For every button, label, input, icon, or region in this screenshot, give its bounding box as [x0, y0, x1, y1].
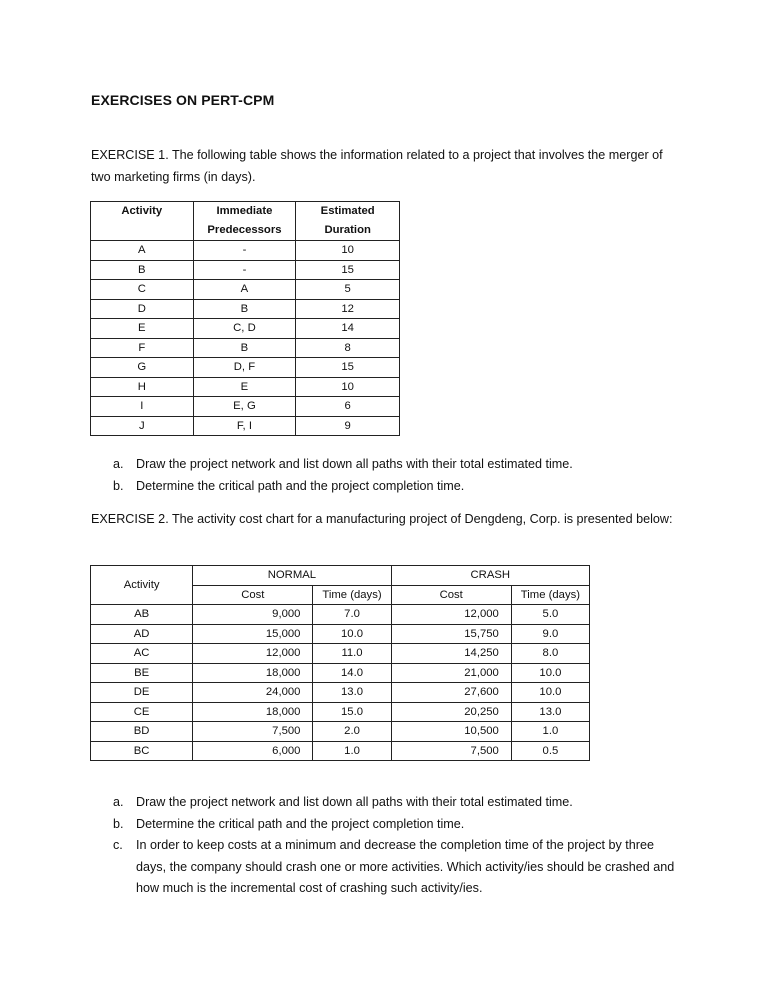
list-item	[113, 792, 683, 814]
table-row	[91, 605, 590, 625]
header-activity: Activity	[91, 202, 194, 241]
list-text: Draw the project network and list down all paths with their total estimated time.	[136, 795, 573, 809]
table-row	[91, 299, 400, 319]
table-row	[91, 416, 400, 436]
header-predecessors: Immediate Predecessors	[193, 202, 296, 241]
table-row	[91, 397, 400, 417]
exercise-1-intro: EXERCISE 1. The following table shows the information related to a project that involves the merger of two marketing firms (in days).	[91, 148, 663, 184]
cell-predecessors: -	[193, 260, 296, 280]
cell-predecessors: A	[193, 280, 296, 300]
cell-crash-cost: 10,500	[391, 722, 511, 742]
header-crash-time: Time (days)	[511, 585, 589, 605]
exercise-2-table	[90, 565, 590, 761]
cell-crash-cost: 14,250	[391, 644, 511, 664]
table-row	[91, 338, 400, 358]
cell-duration: 12	[296, 299, 400, 319]
cell-activity: DE	[91, 683, 193, 703]
cell-predecessors: -	[193, 241, 296, 261]
list-marker: b.	[113, 816, 124, 831]
cell-normal-time: 13.0	[313, 683, 391, 703]
cell-duration: 15	[296, 260, 400, 280]
cell-crash-time: 1.0	[511, 722, 589, 742]
list-text: Determine the critical path and the project completion time.	[136, 816, 465, 831]
cell-normal-time: 15.0	[313, 702, 391, 722]
cell-duration: 8	[296, 338, 400, 358]
cell-activity: A	[91, 241, 194, 261]
cell-activity: AD	[91, 624, 193, 644]
cell-crash-time: 9.0	[511, 624, 589, 644]
cell-predecessors: E	[193, 377, 296, 397]
cell-predecessors: B	[193, 338, 296, 358]
cell-predecessors: C, D	[193, 319, 296, 339]
cell-normal-cost: 24,000	[193, 683, 313, 703]
list-item	[113, 476, 683, 498]
cell-crash-time: 5.0	[511, 605, 589, 625]
cell-crash-time: 10.0	[511, 663, 589, 683]
table-row	[91, 644, 590, 664]
cell-crash-cost: 20,250	[391, 702, 511, 722]
cell-activity: G	[91, 358, 194, 378]
table-row	[91, 702, 590, 722]
exercise-2-questions	[113, 792, 683, 900]
cell-normal-cost: 6,000	[193, 741, 313, 761]
cell-normal-cost: 15,000	[193, 624, 313, 644]
cell-normal-cost: 9,000	[193, 605, 313, 625]
cell-activity: B	[91, 260, 194, 280]
cell-activity: I	[91, 397, 194, 417]
cell-normal-time: 2.0	[313, 722, 391, 742]
cell-normal-cost: 12,000	[193, 644, 313, 664]
header-crash: CRASH	[391, 566, 589, 586]
cell-normal-cost: 7,500	[193, 722, 313, 742]
cell-normal-time: 11.0	[313, 644, 391, 664]
table-row	[91, 663, 590, 683]
table-row	[91, 377, 400, 397]
table-row	[91, 241, 400, 261]
cell-crash-time: 0.5	[511, 741, 589, 761]
cell-predecessors: B	[193, 299, 296, 319]
cell-normal-time: 10.0	[313, 624, 391, 644]
cell-duration: 10	[296, 241, 400, 261]
cell-crash-cost: 12,000	[391, 605, 511, 625]
list-marker: c.	[113, 838, 123, 852]
table-row	[91, 358, 400, 378]
cell-normal-cost: 18,000	[193, 702, 313, 722]
list-marker: a.	[113, 457, 124, 471]
table-row	[91, 683, 590, 703]
cell-activity: CE	[91, 702, 193, 722]
cell-activity: E	[91, 319, 194, 339]
cell-activity: BC	[91, 741, 193, 761]
list-item	[113, 814, 683, 836]
cell-duration: 6	[296, 397, 400, 417]
header-crash-cost: Cost	[391, 585, 511, 605]
list-text: Determine the critical path and the project completion time.	[136, 478, 465, 493]
header-normal: NORMAL	[193, 566, 391, 586]
table-row	[91, 624, 590, 644]
cell-predecessors: D, F	[193, 358, 296, 378]
cell-activity: BE	[91, 663, 193, 683]
exercise-2-intro: EXERCISE 2. The activity cost chart for a manufacturing project of Dengdeng, Corp. is presented below:	[91, 512, 673, 526]
cell-activity: AB	[91, 605, 193, 625]
cell-activity: BD	[91, 722, 193, 742]
cell-predecessors: E, G	[193, 397, 296, 417]
cell-activity: H	[91, 377, 194, 397]
cell-normal-time: 7.0	[313, 605, 391, 625]
cell-activity: J	[91, 416, 194, 436]
cell-crash-cost: 7,500	[391, 741, 511, 761]
cell-crash-time: 8.0	[511, 644, 589, 664]
cell-predecessors: F, I	[193, 416, 296, 436]
cell-duration: 10	[296, 377, 400, 397]
header-normal-cost: Cost	[193, 585, 313, 605]
cell-activity: AC	[91, 644, 193, 664]
page-title: EXERCISES ON PERT-CPM	[91, 92, 275, 108]
header-normal-time: Time (days)	[313, 585, 391, 605]
table-row	[91, 741, 590, 761]
list-text: In order to keep costs at a minimum and decrease the completion time of the project by three days, the company should crash one or more activities. Which activity/ies should be crashed and how much is the incremental cost of crashing such activity/ies.	[136, 838, 675, 895]
cell-duration: 15	[296, 358, 400, 378]
list-item	[113, 454, 683, 476]
exercise-1-table	[90, 201, 400, 436]
header-activity: Activity	[91, 566, 193, 605]
cell-activity: F	[91, 338, 194, 358]
cell-crash-cost: 21,000	[391, 663, 511, 683]
cell-crash-time: 10.0	[511, 683, 589, 703]
cell-duration: 14	[296, 319, 400, 339]
cell-crash-cost: 27,600	[391, 683, 511, 703]
cell-crash-time: 13.0	[511, 702, 589, 722]
cell-duration: 9	[296, 416, 400, 436]
table-row	[91, 260, 400, 280]
cell-normal-time: 1.0	[313, 741, 391, 761]
list-item	[113, 835, 683, 900]
list-marker: b.	[113, 478, 124, 493]
header-duration: Estimated Duration	[296, 202, 400, 241]
cell-activity: D	[91, 299, 194, 319]
table-row	[91, 319, 400, 339]
cell-normal-time: 14.0	[313, 663, 391, 683]
exercise-1-questions	[113, 454, 683, 497]
list-text: Draw the project network and list down all paths with their total estimated time.	[136, 457, 573, 471]
table-row	[91, 280, 400, 300]
table-row	[91, 722, 590, 742]
cell-crash-cost: 15,750	[391, 624, 511, 644]
cell-normal-cost: 18,000	[193, 663, 313, 683]
cell-activity: C	[91, 280, 194, 300]
list-marker: a.	[113, 795, 124, 809]
cell-duration: 5	[296, 280, 400, 300]
